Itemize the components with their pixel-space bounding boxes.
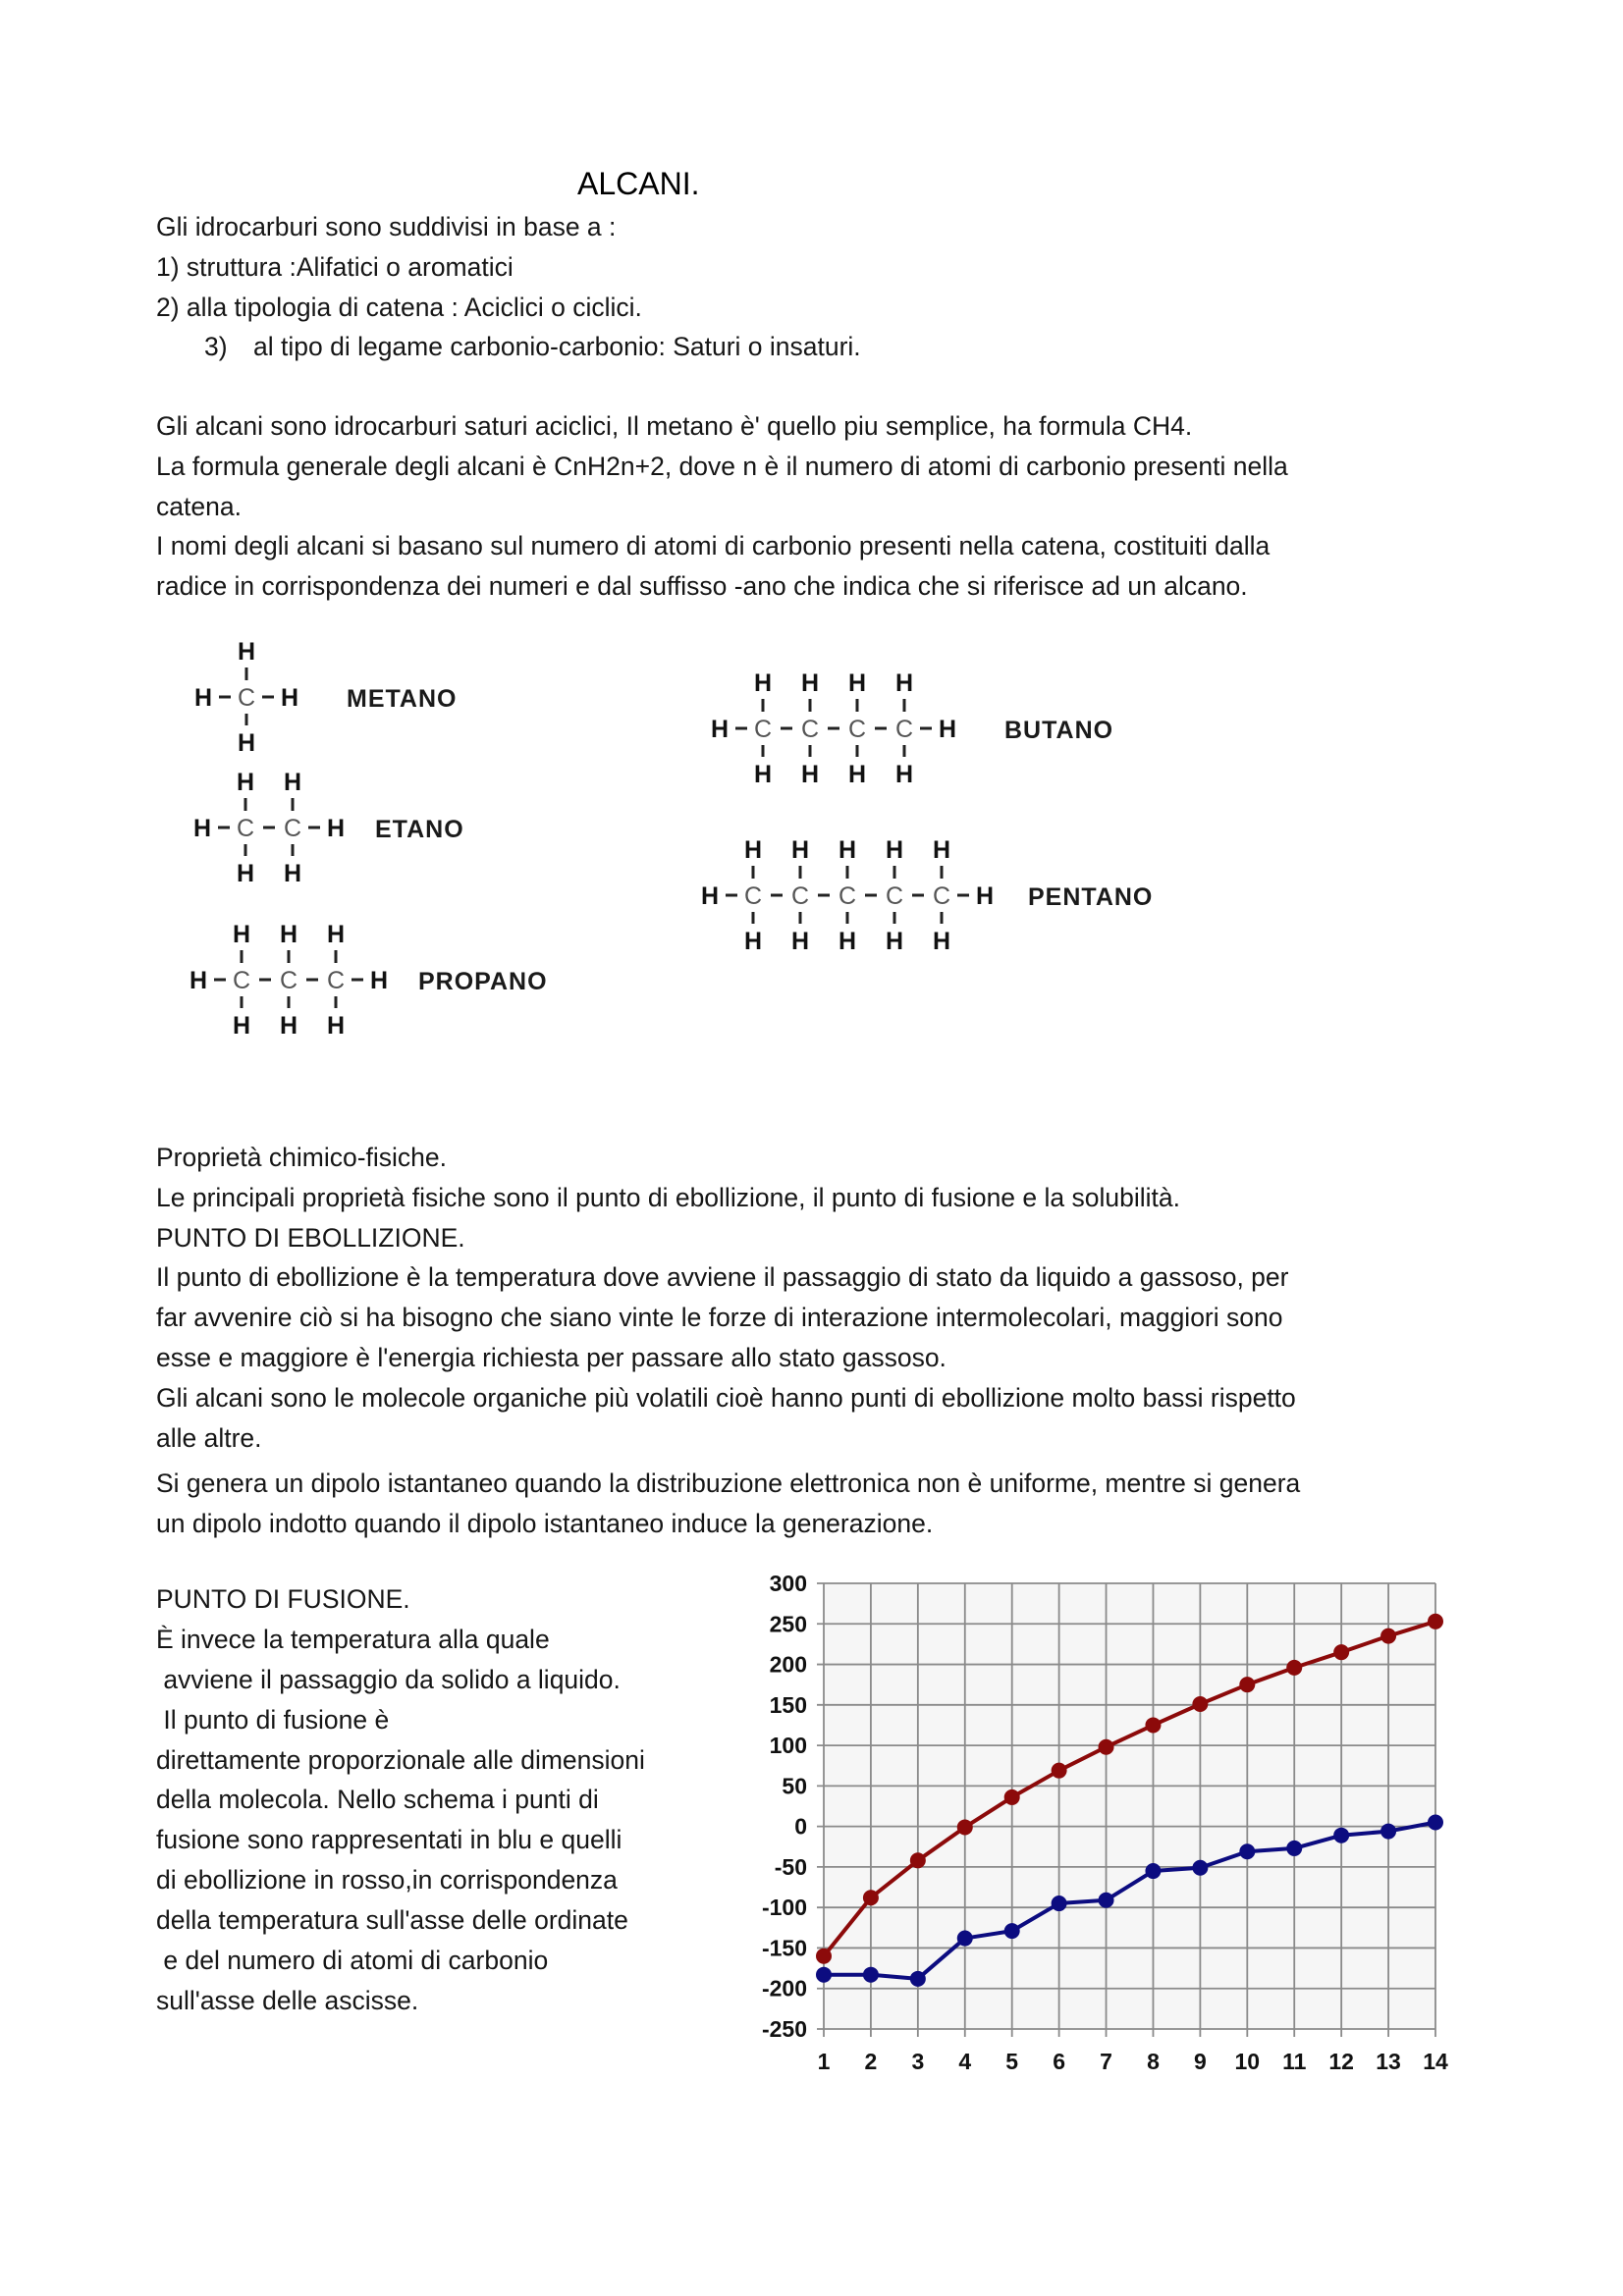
data-point-marker	[1334, 1645, 1349, 1660]
y-tick-label: 200	[769, 1651, 807, 1678]
hydrogen-atom: H	[279, 1012, 298, 1040]
carbon-atom: C	[236, 815, 255, 842]
x-tick-label: 2	[864, 2049, 878, 2074]
carbon-atom: C	[838, 882, 857, 910]
data-point-marker	[957, 1931, 972, 1946]
y-tick-label: -50	[774, 1853, 807, 1880]
dipole-line: Si genera un dipolo istantaneo quando la distribuzione elettronica non è uniforme, mentre si genera	[156, 1468, 1301, 1498]
fusion-line: della molecola. Nello schema i punti di	[156, 1785, 599, 1815]
y-tick-label: 100	[769, 1733, 807, 1759]
data-point-marker	[957, 1820, 972, 1835]
carbon-atom: C	[283, 815, 302, 842]
properties-section	[156, 1138, 1296, 1458]
hydrogen-atom: H	[283, 769, 302, 796]
hydrogen-atom: H	[279, 921, 298, 948]
x-tick-label: 3	[911, 2049, 925, 2074]
hydrogen-atom: H	[189, 967, 208, 994]
fusion-line: della temperatura sull'asse delle ordinate	[156, 1905, 628, 1936]
definition-line: La formula generale degli alcani è CnH2n+2, dove n è il numero di atomi di carbonio presenti nella	[156, 451, 1288, 481]
dipole-section	[156, 1464, 1300, 1544]
fusion-line: avviene il passaggio da solido a liquido.	[156, 1664, 621, 1694]
data-point-marker	[1004, 1789, 1019, 1804]
structure-propano	[189, 921, 548, 1040]
hydrogen-atom: H	[932, 836, 951, 864]
structural-formulas	[0, 618, 1623, 1070]
criteria-item-1: 1) struttura :Alifatici o aromatici	[156, 251, 514, 282]
y-tick-label: 250	[769, 1611, 807, 1637]
structure-butano	[711, 669, 1113, 788]
definition-line: Gli alcani sono idrocarburi saturi aciclici, Il metano è' quello piu semplice, ha formula CH4.	[156, 411, 1193, 441]
hydrogen-atom: H	[743, 928, 763, 955]
x-tick-label: 9	[1193, 2049, 1207, 2074]
properties-line: Le principali proprietà fisiche sono il punto di ebollizione, il punto di fusione e la solubilità.	[156, 1182, 1180, 1212]
hydrogen-atom: H	[700, 882, 720, 910]
data-point-marker	[1240, 1678, 1255, 1692]
properties-line: Gli alcani sono le molecole organiche più volatili cioè hanno punti di ebollizione molto bassi rispetto	[156, 1382, 1296, 1413]
x-tick-label: 6	[1053, 2049, 1066, 2074]
hydrogen-atom: H	[790, 836, 810, 864]
dipole-line: un dipolo indotto quando il dipolo istantaneo induce la generazione.	[156, 1508, 934, 1538]
data-point-marker	[1381, 1629, 1396, 1643]
criteria-item-3-text: al tipo di legame carbonio-carbonio: Saturi o insaturi.	[253, 332, 861, 362]
carbon-atom: C	[847, 716, 867, 743]
data-point-marker	[910, 1853, 925, 1868]
y-tick-label: -150	[761, 1935, 807, 1961]
hydrogen-atom: H	[847, 669, 867, 697]
carbon-atom: C	[232, 967, 251, 994]
hydrogen-atom: H	[885, 928, 904, 955]
melting-point-section	[156, 1579, 645, 2021]
x-tick-label: 10	[1234, 2049, 1261, 2074]
data-point-marker	[1429, 1614, 1443, 1629]
carbon-atom: C	[326, 967, 346, 994]
hydrogen-atom: H	[932, 928, 951, 955]
carbon-atom: C	[743, 882, 763, 910]
melting-point-heading: PUNTO DI FUSIONE.	[156, 1584, 410, 1614]
molecule-name-label: PENTANO	[1028, 883, 1154, 911]
data-point-marker	[1146, 1864, 1161, 1879]
hydrogen-atom: H	[232, 921, 251, 948]
data-point-marker	[1381, 1824, 1396, 1839]
carbon-atom: C	[932, 882, 951, 910]
carbon-atom: C	[800, 716, 820, 743]
data-point-marker	[817, 1967, 832, 1982]
hydrogen-atom: H	[237, 638, 256, 666]
hydrogen-atom: H	[753, 669, 773, 697]
hydrogen-atom: H	[838, 928, 857, 955]
hydrogen-atom: H	[894, 669, 914, 697]
hydrogen-atom: H	[847, 761, 867, 788]
structure-etano	[193, 769, 464, 887]
properties-line: alle altre.	[156, 1422, 262, 1453]
carbon-atom: C	[885, 882, 904, 910]
data-point-marker	[817, 1949, 832, 1963]
definition-line: I nomi degli alcani si basano sul numero di atomi di carbonio presenti nella catena, costituiti dalla	[156, 531, 1271, 561]
hydrogen-atom: H	[800, 761, 820, 788]
criteria-item-3-number: 3)	[204, 332, 228, 362]
structure-metano	[194, 638, 458, 757]
fusion-line: È invece la temperatura alla quale	[156, 1624, 550, 1654]
definition-line: radice in corrispondenza dei numeri e dal suffisso -ano che indica che si riferisce ad un alcano.	[156, 571, 1248, 602]
criteria-item-2: 2) alla tipologia di catena : Aciclici o ciclici.	[156, 292, 642, 322]
hydrogen-atom: H	[193, 684, 213, 712]
data-point-marker	[910, 1971, 925, 1986]
hydrogen-atom: H	[326, 1012, 346, 1040]
hydrogen-atom: H	[885, 836, 904, 864]
y-tick-label: -200	[761, 1975, 807, 2002]
hydrogen-atom: H	[236, 860, 255, 887]
hydrogen-atom: H	[894, 761, 914, 788]
intro-section	[156, 207, 861, 367]
fusion-line: di ebollizione in rosso,in corrispondenza	[156, 1865, 618, 1896]
hydrogen-atom: H	[237, 729, 256, 757]
molecule-name-label: ETANO	[375, 816, 464, 843]
x-tick-label: 14	[1423, 2049, 1448, 2074]
x-tick-label: 13	[1376, 2049, 1401, 2074]
hydrogen-atom: H	[280, 684, 299, 712]
criteria-item-3	[156, 327, 861, 367]
intro-lead: Gli idrocarburi sono suddivisi in base a :	[156, 212, 617, 241]
hydrogen-atom: H	[236, 769, 255, 796]
definition-line: catena.	[156, 491, 242, 521]
data-point-marker	[1287, 1841, 1302, 1855]
y-tick-label: 300	[769, 1571, 807, 1596]
properties-line: Il punto di ebollizione è la temperatura dove avviene il passaggio di stato da liquido a gassoso, per	[156, 1262, 1289, 1293]
fusion-line: e del numero di atomi di carbonio	[156, 1946, 549, 1976]
hydrogen-atom: H	[326, 815, 346, 842]
data-point-marker	[1004, 1924, 1019, 1939]
carbon-atom: C	[279, 967, 298, 994]
hydrogen-atom: H	[790, 928, 810, 955]
hydrogen-atom: H	[938, 716, 957, 743]
y-tick-label: -250	[761, 2016, 807, 2042]
x-tick-label: 4	[958, 2049, 972, 2074]
x-tick-label: 7	[1100, 2049, 1112, 2074]
structure-pentano	[701, 836, 1153, 955]
hydrogen-atom: H	[326, 921, 346, 948]
hydrogen-atom: H	[800, 669, 820, 697]
data-point-marker	[1146, 1718, 1161, 1733]
data-point-marker	[1334, 1828, 1349, 1842]
carbon-atom: C	[790, 882, 810, 910]
data-point-marker	[1240, 1844, 1255, 1859]
properties-heading: Proprietà chimico-fisiche.	[156, 1143, 448, 1172]
data-point-marker	[1193, 1860, 1208, 1875]
page-title: ALCANI.	[577, 166, 700, 201]
data-point-marker	[863, 1891, 878, 1905]
molecule-name-label: PROPANO	[418, 968, 548, 995]
hydrogen-atom: H	[192, 815, 212, 842]
y-tick-label: -100	[761, 1895, 807, 1921]
hydrogen-atom: H	[975, 882, 995, 910]
definition-section	[156, 406, 1288, 607]
boiling-point-heading: PUNTO DI EBOLLIZIONE.	[156, 1222, 465, 1253]
y-tick-label: 0	[794, 1813, 807, 1840]
x-tick-label: 8	[1147, 2049, 1160, 2074]
hydrogen-atom: H	[369, 967, 389, 994]
data-point-marker	[1193, 1696, 1208, 1711]
data-point-marker	[1099, 1893, 1113, 1907]
data-point-marker	[1429, 1815, 1443, 1830]
x-tick-label: 1	[817, 2049, 831, 2074]
chart-svg	[756, 1561, 1463, 2091]
molecule-name-label: METANO	[347, 685, 458, 713]
hydrogen-atom: H	[838, 836, 857, 864]
data-point-marker	[863, 1967, 878, 1982]
carbon-atom: C	[237, 684, 256, 712]
fusion-line: direttamente proporzionale alle dimensioni	[156, 1744, 645, 1775]
hydrogen-atom: H	[283, 860, 302, 887]
hydrogen-atom: H	[743, 836, 763, 864]
y-tick-label: 50	[782, 1773, 807, 1799]
hydrogen-atom: H	[710, 716, 730, 743]
y-tick-label: 150	[769, 1691, 807, 1718]
carbon-atom: C	[894, 716, 914, 743]
fusion-line: Il punto di fusione è	[156, 1704, 390, 1735]
data-point-marker	[1052, 1763, 1066, 1778]
x-tick-label: 5	[1005, 2049, 1019, 2074]
fusion-line: fusione sono rappresentati in blu e quelli	[156, 1825, 622, 1855]
properties-line: esse e maggiore è l'energia richiesta per passare allo stato gassoso.	[156, 1342, 947, 1372]
hydrogen-atom: H	[232, 1012, 251, 1040]
molecule-name-label: BUTANO	[1004, 717, 1114, 744]
data-point-marker	[1099, 1739, 1113, 1754]
hydrogen-atom: H	[753, 761, 773, 788]
data-point-marker	[1287, 1660, 1302, 1675]
data-point-marker	[1052, 1896, 1066, 1911]
properties-line: far avvenire ciò si ha bisogno che siano vinte le forze di interazione intermolecolari, maggiori sono	[156, 1303, 1283, 1333]
fusion-line: sull'asse delle ascisse.	[156, 1985, 419, 2015]
carbon-atom: C	[753, 716, 773, 743]
x-tick-label: 11	[1282, 2049, 1307, 2074]
x-tick-label: 12	[1328, 2049, 1354, 2074]
